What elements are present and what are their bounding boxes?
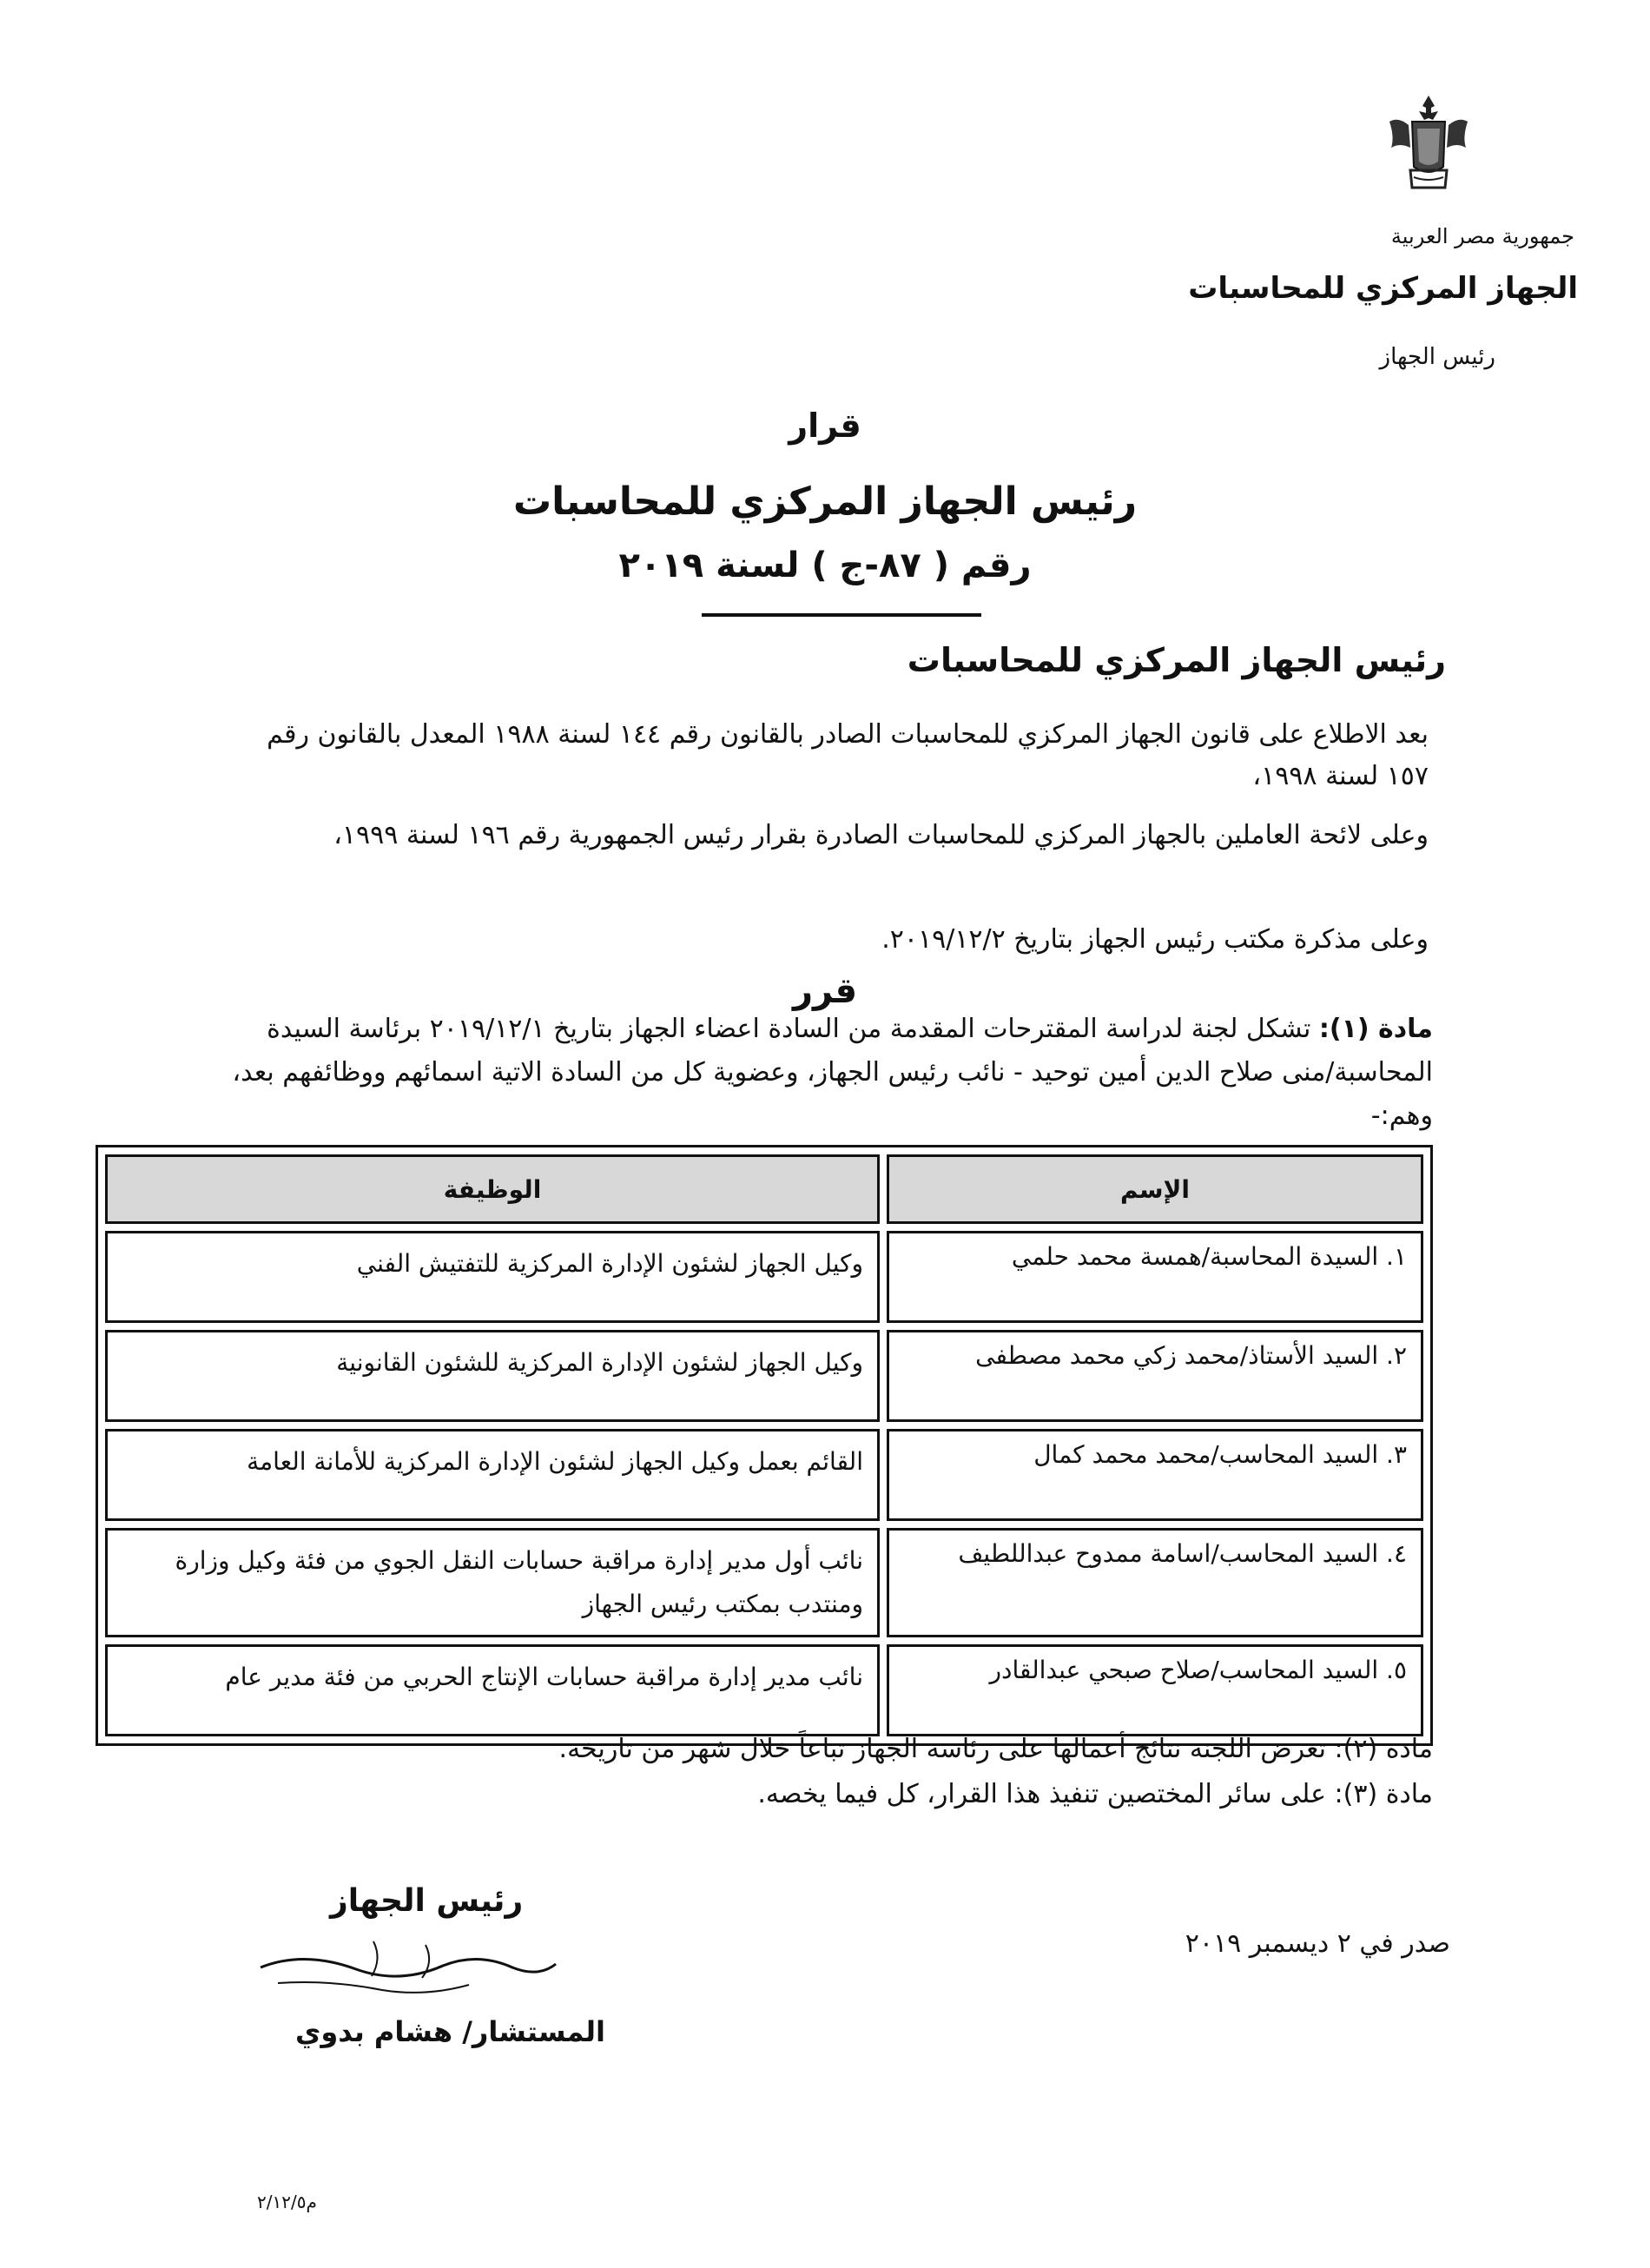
agency-name: الجهاز المركزي للمحاسبات <box>1188 271 1578 306</box>
preamble-paragraph: وعلى مذكرة مكتب رئيس الجهاز بتاريخ ٢٠١٩/١٢/٢. <box>881 924 1429 955</box>
column-header-name: الإسم <box>887 1154 1423 1224</box>
office-label: رئيس الجهاز <box>1379 344 1495 370</box>
closing-articles <box>559 1727 1433 1817</box>
article-2 <box>559 1727 1433 1772</box>
article-text: تعرض اللجنة نتائج أعمالها على رئاسة الجهاز تباعاً خلال شهر من تاريخه. <box>558 1734 1326 1764</box>
decree-title: قرار <box>789 407 861 445</box>
footer-reference: م٢/١٢/٥ <box>257 2192 317 2212</box>
member-name: ٣. السيد المحاسب/محمد محمد كمال <box>887 1429 1423 1521</box>
signatory-name: المستشار/ هشام بدوي <box>295 2015 605 2048</box>
member-name: ٤. السيد المحاسب/اسامة ممدوح عبداللطيف <box>887 1528 1423 1637</box>
preamble-paragraph: وعلى لائحة العاملين بالجهاز المركزي للمحاسبات الصادرة بقرار رئيس الجمهورية رقم ١٩٦ لسنة ١٩٩٩، <box>333 820 1429 850</box>
table-row <box>105 1330 1423 1422</box>
table-row <box>105 1644 1423 1736</box>
preamble-paragraph: بعد الاطلاع على قانون الجهاز المركزي للمحاسبات الصادر بالقانون رقم ١٤٤ لسنة ١٩٨٨ المعدل بالقانون رقم ١٥٧ لسنة ١٩٩٨، <box>267 719 1429 791</box>
table-row <box>105 1528 1423 1637</box>
article-1 <box>226 1008 1433 1138</box>
signature-title: رئيس الجهاز <box>330 1883 524 1919</box>
article-label: مادة (٢): <box>1334 1734 1433 1764</box>
eagle-emblem-icon <box>1381 87 1476 200</box>
decree-number: رقم ( ٨٧-ج ) لسنة ٢٠١٩ <box>618 546 1032 585</box>
decided-heading: قرر <box>792 971 858 1011</box>
article-text: على سائر المختصين تنفيذ هذا القرار، كل فيما يخصه. <box>757 1779 1326 1809</box>
article-text: تشكل لجنة لدراسة المقترحات المقدمة من السادة اعضاء الجهاز بتاريخ ٢٠١٩/١٢/١ برئاسة السيدة المحاسبة/منى صلاح الدين أمين توحيد - نائب رئيس الجهاز، وعضوية كل من السادة الاتية اسمائهم ووظائفهم بعد، وهم:- <box>232 1014 1433 1131</box>
member-name: ٢. السيد الأستاذ/محمد زكي محمد مصطفى <box>887 1330 1423 1422</box>
column-header-job: الوظيفة <box>105 1154 880 1224</box>
article-label: مادة (٣): <box>1334 1779 1433 1809</box>
member-job: وكيل الجهاز لشئون الإدارة المركزية للتفتيش الفني <box>105 1231 880 1323</box>
table-row <box>105 1231 1423 1323</box>
member-name: ٥. السيد المحاسب/صلاح صبحي عبدالقادر <box>887 1644 1423 1736</box>
country-label: جمهورية مصر العربية <box>1390 224 1574 248</box>
handwritten-signature <box>252 1915 564 2020</box>
member-job: نائب مدير إدارة مراقبة حسابات الإنتاج الحربي من فئة مدير عام <box>105 1644 880 1736</box>
table-row <box>105 1429 1423 1521</box>
member-name: ١. السيدة المحاسبة/همسة محمد حلمي <box>887 1231 1423 1323</box>
article-3 <box>559 1772 1433 1817</box>
addressee: رئيس الجهاز المركزي للمحاسبات <box>907 641 1446 679</box>
member-job: القائم بعمل وكيل الجهاز لشئون الإدارة المركزية للأمانة العامة <box>105 1429 880 1521</box>
issue-date: صدر في ٢ ديسمبر ٢٠١٩ <box>1185 1928 1450 1959</box>
member-job: وكيل الجهاز لشئون الإدارة المركزية للشئون القانونية <box>105 1330 880 1422</box>
decree-issuer: رئيس الجهاز المركزي للمحاسبات <box>512 479 1138 524</box>
article-label: مادة (١): <box>1318 1014 1433 1044</box>
committee-table <box>96 1145 1433 1746</box>
member-job: نائب أول مدير إدارة مراقبة حسابات النقل الجوي من فئة وكيل وزارة ومنتدب بمكتب رئيس الجهاز <box>105 1528 880 1637</box>
title-divider <box>702 613 981 617</box>
